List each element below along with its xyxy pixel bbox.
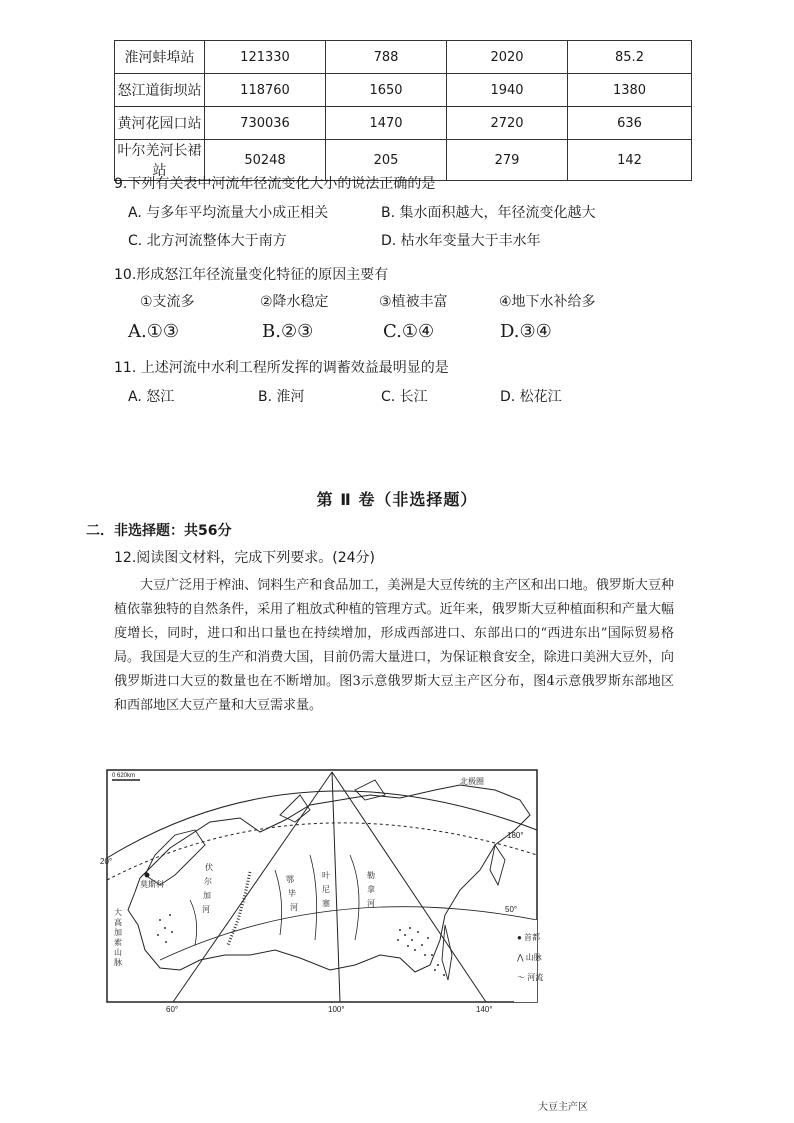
- label-lon-100: 100°: [328, 1005, 345, 1014]
- q10-statement-3: ③植被丰富: [379, 294, 448, 310]
- question-9-stem: 9.下列有关表中河流年径流变化大小的说法正确的是: [114, 176, 436, 192]
- table-row: [115, 107, 692, 140]
- label-lena: 拿: [367, 885, 375, 894]
- q10-option-b: B.②③: [262, 321, 314, 342]
- table-cell: 788: [326, 41, 447, 74]
- station-name: 叶尔羌河长裙站: [115, 140, 205, 181]
- q10-statement-4: ④地下水补给多: [499, 294, 596, 310]
- label-ob: 毕: [288, 889, 296, 898]
- label-volga: 尔: [204, 877, 212, 886]
- label-yenisei: 叶: [322, 871, 330, 880]
- q11-option-d: D. 松花江: [500, 389, 562, 405]
- table-cell: 2720: [447, 107, 568, 140]
- label-caucasus: 山: [114, 948, 122, 957]
- q10-option-d: D.③④: [500, 321, 552, 342]
- label-volga: 加: [203, 891, 211, 900]
- map-legend-caption: 大豆主产区: [538, 1102, 588, 1113]
- label-caucasus: 脉: [114, 958, 122, 967]
- table-cell: 142: [568, 140, 692, 181]
- table-cell: 121330: [205, 41, 326, 74]
- capital-marker: [145, 873, 150, 878]
- label-ob: 鄂: [286, 875, 294, 884]
- part-2-title: 第 Ⅱ 卷（非选择题）: [316, 490, 478, 509]
- runoff-table: [114, 40, 692, 181]
- table-cell: 1470: [326, 107, 447, 140]
- legend-river: 〜 河流: [517, 973, 544, 982]
- table-cell: 50248: [205, 140, 326, 181]
- q11-option-c: C. 长江: [381, 389, 428, 405]
- label-lat-50: 50°: [505, 905, 518, 914]
- station-name: 怒江道街坝站: [115, 74, 205, 107]
- q9-option-b: B. 集水面积越大，年径流变化越大: [381, 205, 596, 221]
- q9-option-a: A. 与多年平均流量大小成正相关: [128, 205, 329, 221]
- scale-label: 0 620km: [112, 773, 136, 779]
- label-caucasus: 高: [114, 918, 122, 927]
- table-cell: 730036: [205, 107, 326, 140]
- label-yenisei: 塞: [322, 899, 330, 908]
- legend-capital: ● 首都: [517, 933, 541, 942]
- table-cell: 85.2: [568, 41, 692, 74]
- q10-statement-2: ②降水稳定: [260, 294, 329, 310]
- russia-soybean-map: [100, 760, 550, 1016]
- label-yenisei: 尼: [322, 885, 330, 894]
- label-caucasus: 加: [114, 928, 122, 937]
- table-row: [115, 41, 692, 74]
- q10-statement-1: ①支流多: [140, 294, 195, 310]
- label-volga: 河: [202, 905, 210, 914]
- q9-option-d: D. 枯水年变量大于丰水年: [381, 233, 541, 249]
- q9-option-c: C. 北方河流整体大于南方: [128, 233, 287, 249]
- legend-mountain: ⋀ 山脉: [517, 953, 542, 962]
- label-volga: 伏: [205, 863, 213, 872]
- table-cell: 1940: [447, 74, 568, 107]
- section-heading: 二．非选择题：共56分: [86, 523, 232, 539]
- label-lena: 河: [367, 899, 375, 908]
- table-cell: 1650: [326, 74, 447, 107]
- label-arctic-circle: 北极圈: [460, 777, 484, 786]
- label-moscow: 莫斯科: [140, 880, 164, 889]
- label-ob: 河: [290, 903, 298, 912]
- table-cell: 2020: [447, 41, 568, 74]
- table-row: [115, 74, 692, 107]
- table-cell: 279: [447, 140, 568, 181]
- label-lon-180: 180°: [507, 831, 524, 840]
- table-cell: 636: [568, 107, 692, 140]
- question-11-stem: 11. 上述河流中水利工程所发挥的调蓄效益最明显的是: [114, 360, 449, 376]
- label-caucasus: 索: [114, 938, 122, 947]
- label-lat-20: 20°: [100, 857, 113, 866]
- label-lon-140: 140°: [476, 1005, 493, 1014]
- q10-option-c: C.①④: [383, 321, 435, 342]
- question-10-stem: 10.形成怒江年径流量变化特征的原因主要有: [114, 267, 389, 283]
- label-lon-60: 60°: [166, 1005, 179, 1014]
- question-12-stem: 12.阅读图文材料，完成下列要求。(24分): [114, 550, 376, 566]
- table-cell: 1380: [568, 74, 692, 107]
- q11-option-b: B. 淮河: [258, 389, 305, 405]
- q11-option-a: A. 怒江: [128, 389, 175, 405]
- table-cell: 118760: [205, 74, 326, 107]
- table-cell: 205: [326, 140, 447, 181]
- passage-text: 大豆广泛用于榨油、饲料生产和食品加工，美洲是大豆传统的主产区和出口地。俄罗斯大豆种植依靠独特的自然条件，采用了粗放式种植的管理方式。近年来，俄罗斯大豆种植面积和产量大幅度增长，同时，进口和出口量也在持续增加，形成西部进口、东部出口的“西进东出”国际贸易格局。我国是大豆的生产和消费大国，目前仍需大量进口，为保证粮食安全，除进口美洲大豆外，向俄罗斯进口大豆的数量也在不断增加。图3示意俄罗斯大豆主产区分布，图4示意俄罗斯东部地区和西部地区大豆产量和大豆需求量。: [114, 578, 674, 713]
- q10-option-a: A.①③: [128, 321, 179, 342]
- station-name: 淮河蚌埠站: [115, 41, 205, 74]
- label-caucasus: 大: [114, 908, 122, 917]
- label-lena: 勒: [367, 871, 375, 880]
- station-name: 黄河花园口站: [115, 107, 205, 140]
